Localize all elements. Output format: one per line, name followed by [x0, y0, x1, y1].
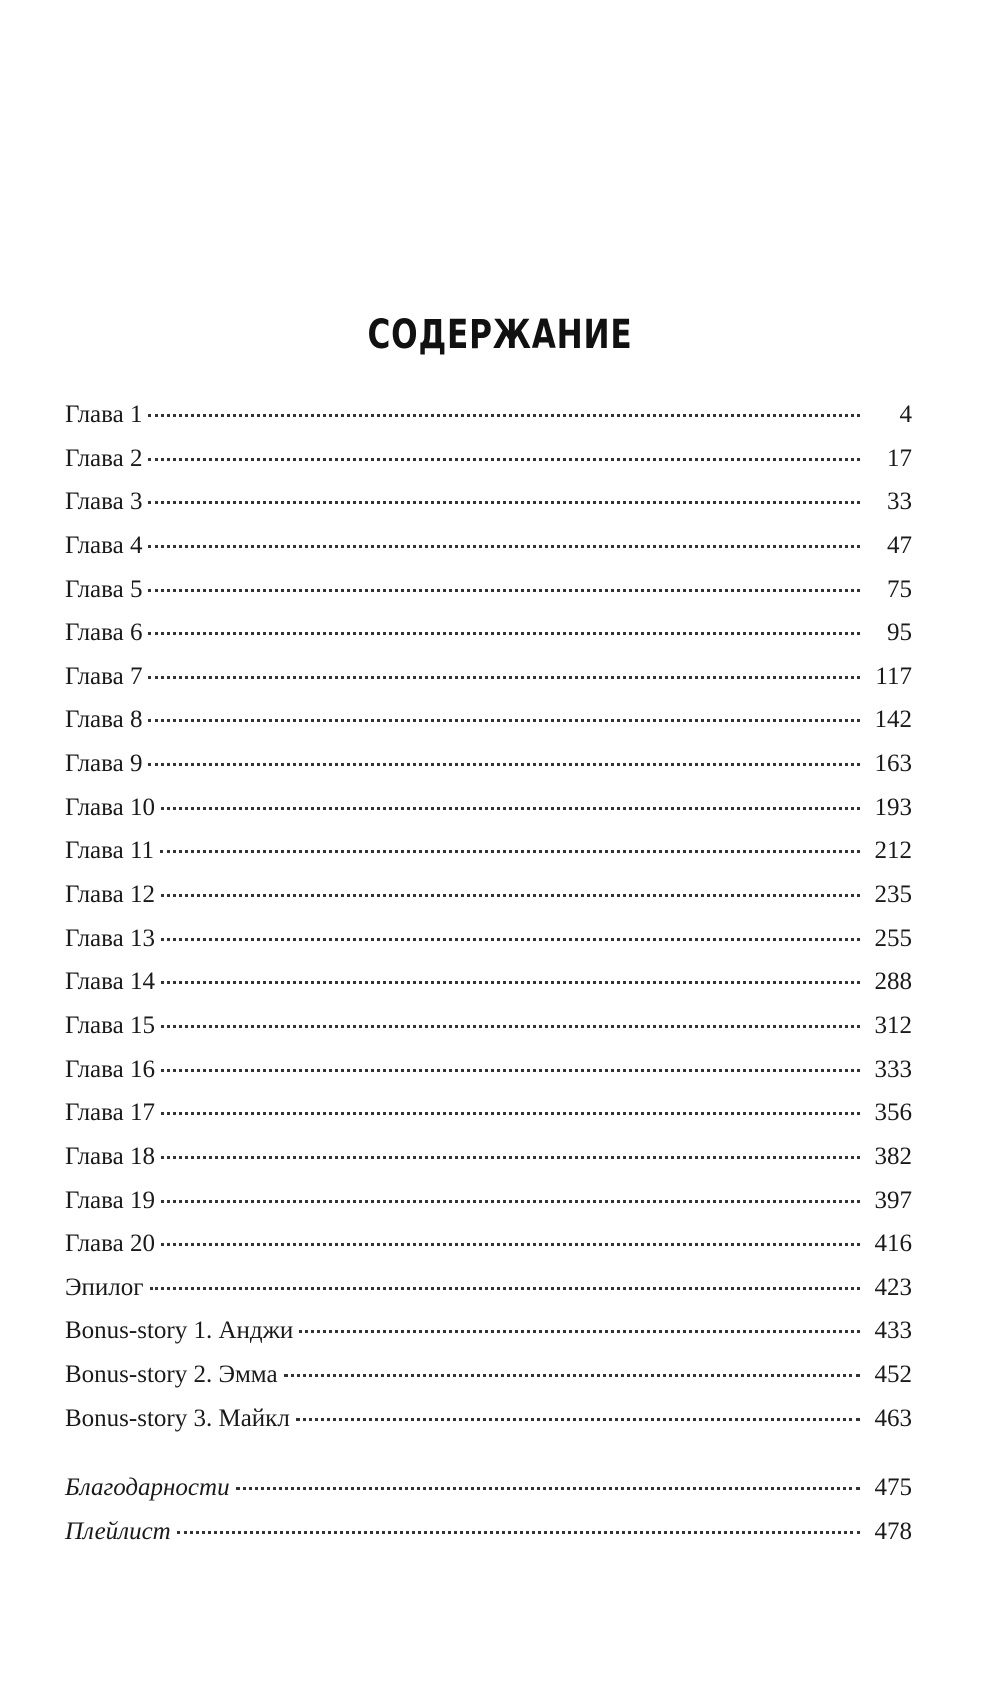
toc-row — [65, 880, 912, 924]
dot-leader — [160, 850, 860, 853]
toc-page-number: 397 — [874, 1186, 912, 1214]
dot-leader — [161, 1156, 860, 1159]
toc-page-number: 4 — [899, 401, 912, 428]
toc-entry-label: Глава 2 — [65, 444, 143, 472]
dot-leader — [161, 1200, 860, 1203]
toc-page-number: 288 — [874, 968, 912, 996]
toc-row — [65, 1360, 912, 1404]
toc-page-number: 75 — [887, 575, 912, 603]
toc-page-number: 452 — [874, 1361, 912, 1389]
toc-row — [65, 1316, 912, 1360]
dot-leader — [148, 589, 860, 592]
toc-row — [65, 1186, 912, 1230]
toc-page-number: 433 — [874, 1317, 912, 1345]
toc-page-number: 423 — [874, 1273, 912, 1301]
toc-entry-label: Глава 3 — [65, 488, 143, 516]
toc-page-number: 356 — [874, 1099, 912, 1127]
dot-leader — [161, 1112, 860, 1115]
dot-leader — [161, 1025, 860, 1028]
toc-page-number: 163 — [874, 750, 912, 778]
toc-row — [65, 575, 912, 619]
dot-leader — [161, 807, 860, 810]
toc-entry-label: Bonus-story 2. Эмма — [65, 1361, 278, 1389]
toc-entry-label: Bonus-story 3. Майкл — [65, 1404, 290, 1432]
toc-page-number: 142 — [874, 706, 912, 734]
toc-row — [65, 836, 912, 880]
section-gap — [65, 1447, 912, 1473]
toc-entry-label: Глава 14 — [65, 968, 155, 996]
toc-page-number: 193 — [874, 793, 912, 821]
toc-entry-label: Bonus-story 1. Анджи — [65, 1317, 294, 1345]
toc-page-number: 416 — [874, 1230, 912, 1258]
dot-leader — [161, 981, 860, 984]
toc-entry-label: Глава 12 — [65, 881, 155, 909]
toc-entry-label: Глава 1 — [65, 401, 143, 428]
toc-entry-label: Глава 5 — [65, 575, 143, 603]
dot-leader — [148, 719, 860, 722]
toc-entry-label: Глава 7 — [65, 662, 143, 690]
toc-entry-label: Благодарности — [65, 1474, 230, 1502]
toc-extra-row — [65, 1517, 912, 1561]
toc-entry-label: Глава 18 — [65, 1142, 155, 1170]
toc-page-number: 382 — [874, 1142, 912, 1170]
toc-row — [65, 1404, 912, 1448]
toc-row — [65, 1229, 912, 1273]
toc-entry-label: Глава 11 — [65, 837, 155, 865]
toc-extra-row — [65, 1473, 912, 1517]
toc-page-number: 478 — [874, 1518, 912, 1546]
toc-entry-label: Глава 10 — [65, 793, 155, 821]
dot-leader — [148, 501, 860, 504]
toc-page-number: 463 — [874, 1404, 912, 1432]
toc-page-number: 95 — [887, 619, 912, 647]
toc-entry-label: Эпилог — [65, 1273, 144, 1301]
toc-row — [65, 444, 912, 488]
toc-row — [65, 705, 912, 749]
toc-page-number: 235 — [874, 881, 912, 909]
toc-row — [65, 967, 912, 1011]
toc-row — [65, 487, 912, 531]
toc-entry-label: Глава 6 — [65, 619, 143, 647]
toc-row — [65, 618, 912, 662]
toc-entry-label: Глава 20 — [65, 1230, 155, 1258]
toc-row — [65, 793, 912, 837]
page-title: СОДЕРЖАНИЕ — [367, 312, 633, 358]
toc-row — [65, 662, 912, 706]
toc-entry-label: Глава 16 — [65, 1055, 155, 1083]
dot-leader — [148, 458, 860, 461]
table-of-contents — [65, 400, 912, 1561]
toc-entry-label: Плейлист — [65, 1518, 171, 1546]
toc-entry-label: Глава 13 — [65, 924, 155, 952]
toc-page-number: 17 — [887, 444, 912, 472]
toc-page-number: 212 — [874, 837, 912, 865]
toc-row — [65, 1055, 912, 1099]
toc-page-number: 312 — [874, 1011, 912, 1039]
dot-leader — [161, 938, 860, 941]
toc-page-number: 333 — [874, 1055, 912, 1083]
toc-row — [65, 1098, 912, 1142]
dot-leader — [284, 1374, 860, 1377]
toc-row — [65, 1273, 912, 1317]
toc-entry-label: Глава 4 — [65, 531, 143, 559]
toc-page-number: 33 — [887, 488, 912, 516]
toc-row — [65, 749, 912, 793]
dot-leader — [296, 1418, 860, 1421]
dot-leader — [161, 1243, 860, 1246]
dot-leader — [161, 894, 860, 897]
dot-leader — [148, 676, 860, 679]
dot-leader — [150, 1287, 861, 1290]
toc-entry-label: Глава 8 — [65, 706, 143, 734]
dot-leader — [148, 414, 860, 417]
dot-leader — [148, 632, 860, 635]
toc-page-number: 255 — [874, 924, 912, 952]
toc-row — [65, 924, 912, 968]
toc-entry-label: Глава 17 — [65, 1099, 155, 1127]
toc-entry-label: Глава 9 — [65, 750, 143, 778]
dot-leader — [161, 1069, 860, 1072]
toc-page-number: 117 — [875, 662, 912, 690]
toc-row — [65, 1142, 912, 1186]
toc-page-number: 475 — [874, 1474, 912, 1502]
toc-row — [65, 531, 912, 575]
toc-entry-label: Глава 19 — [65, 1186, 155, 1214]
toc-row — [65, 400, 912, 444]
dot-leader — [236, 1487, 860, 1490]
dot-leader — [177, 1531, 860, 1534]
toc-row — [65, 1011, 912, 1055]
dot-leader — [148, 763, 860, 766]
toc-page-number: 47 — [887, 531, 912, 559]
dot-leader — [148, 545, 860, 548]
dot-leader — [299, 1330, 860, 1333]
toc-entry-label: Глава 15 — [65, 1011, 155, 1039]
